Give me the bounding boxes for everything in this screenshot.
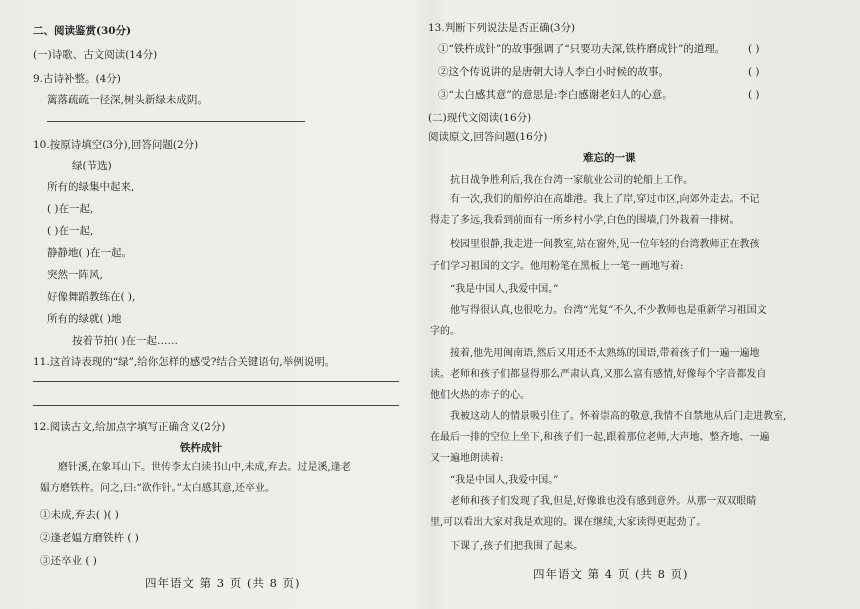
article-paragraph: 子们学习祖国的文字。他用粉笔在黑板上一笔一画地写着: [430, 261, 684, 272]
poem-line: 所有的绿集中起来, [47, 181, 135, 193]
sub-question-1: ①未成,弃去( )( ) [40, 509, 119, 521]
article-paragraph: 他们火热的赤子的心。 [430, 390, 530, 401]
answer-line [33, 405, 399, 406]
judge-item-2: ②这个传说讲的是唐朝大诗人李白小时候的故事。 [438, 66, 669, 78]
article-paragraph: 我被这动人的情景吸引住了。怀着崇高的敬意,我情不自禁地从后门走进教室, [450, 411, 787, 422]
article-paragraph: 抗日战争胜利后,我在台湾一家航业公司的轮船上工作。 [450, 175, 694, 186]
article-paragraph: 有一次,我们的船停泊在高雄港。我上了岸,穿过市区,向郊外走去。不记 [450, 194, 760, 205]
article-paragraph: 接着,他先用闽南语,然后又用还不太熟练的国语,带着孩子们一遍一遍地 [450, 348, 760, 359]
article-paragraph: 字的。 [430, 326, 460, 337]
poem-line: ( )在一起, [47, 203, 94, 215]
answer-line [33, 381, 399, 382]
essay-text: 媪方磨铁杵。问之,曰:“欲作针。”太白感其意,还卒业。 [40, 483, 275, 494]
subsection-heading: (二)现代文阅读(16分) [428, 112, 532, 124]
question-13: 13.判断下列说法是否正确(3分) [428, 22, 576, 34]
answer-line [47, 121, 305, 122]
article-paragraph: “我是中国人,我爱中国。” [450, 284, 559, 295]
poem-line: 所有的绿就( )地 [47, 313, 122, 325]
essay-title: 铁杵成针 [180, 442, 222, 454]
answer-paren: ( ) [748, 89, 760, 101]
poem-line: 静静地( )在一起。 [47, 247, 133, 259]
judge-item-3: ③“太白感其意”的意思是:李白感谢老妇人的心意。 [438, 89, 673, 101]
article-paragraph: 老师和孩子们发现了我,但是,好像谁也没有感到意外。从那一双双眼睛 [450, 496, 757, 507]
poem-line: 好像舞蹈教练在( ), [47, 291, 136, 303]
page-footer: 四年语文 第 3 页 (共 8 页) [145, 576, 301, 590]
question-11: 11.这首诗表现的“绿”,给你怎样的感受?结合关键语句,举例说明。 [33, 356, 336, 368]
poem-line: 按着节拍( )在一起…… [72, 335, 179, 347]
page-footer: 四年语文 第 4 页 (共 8 页) [533, 567, 689, 581]
question-12: 12.阅读古文,给加点字填写正确含义(2分) [33, 421, 226, 433]
article-paragraph: “我是中国人,我爱中国。” [450, 475, 559, 486]
article-paragraph: 他写得很认真,也很吃力。台湾“光复”不久,不少教师也是重新学习祖国文 [450, 305, 767, 316]
essay-text: 磨针溪,在象耳山下。世传李太白读书山中,未成,弃去。过是溪,逢老 [58, 462, 351, 473]
article-paragraph: 读。老师和孩子们都显得那么严肃认真,又那么富有感情,好像每个字音都发自 [430, 369, 767, 380]
question-10: 10.按原诗填空(3分),回答问题(2分) [33, 139, 199, 151]
sub-question-2: ②逢老媪方磨铁杵 ( ) [40, 532, 139, 544]
answer-paren: ( ) [748, 66, 760, 78]
page-3 [0, 0, 418, 609]
poem-line: 突然一阵风, [47, 269, 103, 281]
article-paragraph: 里,可以看出大家对我是欢迎的。课在继续,大家读得更起劲了。 [430, 517, 707, 528]
question-9: 9.古诗补整。(4分) [33, 73, 121, 85]
article-title: 难忘的一课 [583, 152, 636, 164]
instruction: 阅读原文,回答问题(16分) [428, 131, 548, 143]
section-heading: 二、阅读鉴赏(30分) [33, 25, 132, 37]
subsection-heading: (一)诗歌、古文阅读(14分) [33, 49, 158, 61]
sub-question-3: ③还卒业 ( ) [40, 555, 97, 567]
poem-line: 篱落疏疏一径深,树头新绿未成阴。 [47, 94, 208, 106]
poem-line: ( )在一起, [47, 225, 94, 237]
poem-title: 绿(节选) [72, 160, 112, 172]
page-4 [418, 0, 860, 609]
article-paragraph: 在最后一排的空位上坐下,和孩子们一起,跟着那位老师,大声地、整齐地、一遍 [430, 432, 770, 443]
judge-item-1: ①“铁杵成针”的故事强调了“只要功夫深,铁杵磨成针”的道理。 [438, 43, 726, 55]
article-paragraph: 得走了多远,我看到前面有一所乡村小学,白色的围墙,门外栽着一排树。 [430, 215, 740, 226]
answer-paren: ( ) [748, 43, 760, 55]
article-paragraph: 校园里很静,我走进一间教室,站在窗外,见一位年轻的台湾教师正在教孩 [450, 239, 760, 250]
article-paragraph: 下课了,孩子们把我围了起来。 [450, 541, 584, 552]
article-paragraph: 又一遍地朗读着: [430, 453, 504, 464]
